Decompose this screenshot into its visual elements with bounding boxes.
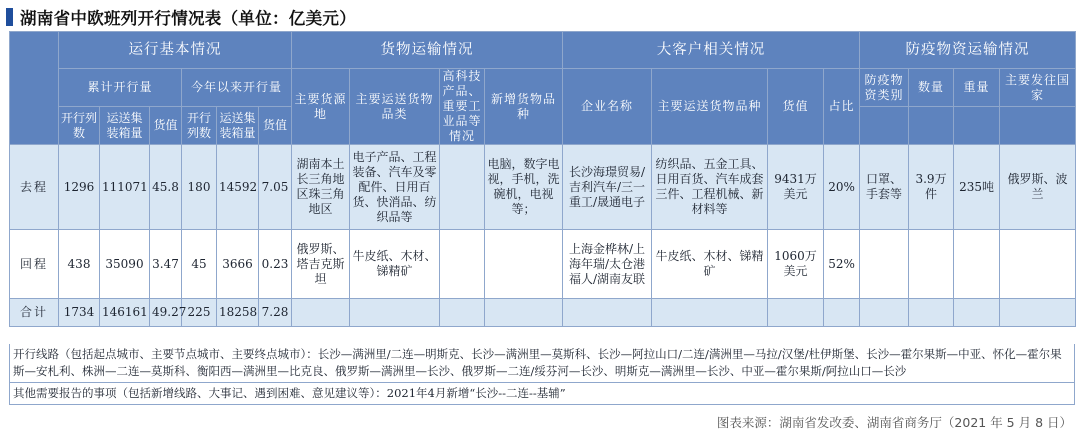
- header-corner: [10, 32, 59, 145]
- cell-quantity: [909, 230, 954, 299]
- cell-client-goods: 牛皮纸、木材、锑精矿: [652, 230, 768, 299]
- cell-quantity: 3.9万件: [909, 145, 954, 230]
- cell-trains-year: 180: [182, 145, 217, 230]
- cell-main-goods: 牛皮纸、木材、锑精矿: [350, 230, 440, 299]
- cell-company-name: 上海金桦林/上海年瑞/太仓港福人/湖南友联: [563, 230, 652, 299]
- table-row: [10, 299, 1076, 327]
- cell-new-goods: [485, 230, 563, 299]
- cell-containers-year: 14592: [217, 145, 259, 230]
- header-cumulative: 累计开行量: [59, 69, 182, 107]
- header-value-year: 货值: [259, 107, 292, 145]
- header-hightech: 高科技产品、重要工业品等情况: [440, 69, 485, 145]
- header-trains-cum: 开行列数: [59, 107, 100, 145]
- cell-trains-year: 45: [182, 230, 217, 299]
- row-label-return: 回程: [10, 230, 59, 299]
- header-cargo: 货物运输情况: [292, 32, 563, 69]
- train-operation-table: [9, 31, 1076, 327]
- cell-weight: 235吨: [954, 145, 1000, 230]
- header-main-goods: 主要运送货物品类: [350, 69, 440, 145]
- cell-containers-cum: 111071: [100, 145, 150, 230]
- cell-empty: [563, 299, 652, 327]
- cell-client-goods: 纺织品、五金工具、日用百货、汽车成套三件、工程机械、新材料等: [652, 145, 768, 230]
- cell-destination: [1000, 230, 1076, 299]
- title-accent-bar: [6, 8, 13, 26]
- header-containers-year: 运送集装箱量: [217, 107, 259, 145]
- cell-empty: [860, 299, 909, 327]
- header-weight-cont: [954, 107, 1000, 145]
- cell-empty: [824, 299, 860, 327]
- row-label-total: 合计: [10, 299, 59, 327]
- header-main-source: 主要货源地: [292, 69, 350, 145]
- header-value-cum: 货值: [150, 107, 182, 145]
- cell-trains-cum: 1734: [59, 299, 100, 327]
- cell-empty: [652, 299, 768, 327]
- header-client-value: 货值: [768, 69, 824, 145]
- header-destination: 主要发往国家: [1000, 69, 1076, 107]
- cell-value-cum: 45.8: [150, 145, 182, 230]
- header-quantity-cont: [909, 107, 954, 145]
- header-row-groups: [10, 32, 1076, 69]
- table-row: [10, 145, 1076, 230]
- cell-weight: [954, 230, 1000, 299]
- header-new-goods: 新增货物品种: [485, 69, 563, 145]
- page-title: 湖南省中欧班列开行情况表（单位：亿美元）: [20, 9, 356, 28]
- header-client-goods: 主要运送货物品种: [652, 69, 768, 145]
- header-supply-type-cont: [860, 107, 909, 145]
- routes-note: 开行线路（包括起点城市、主要节点城市、主要终点城市）：长沙—满洲里/二连—明斯克、长沙—满洲里—莫斯科、长沙—阿拉山口/二连/满洲里—马拉/汉堡/杜伊斯堡、长沙—霍尔果斯—中亚、怀化—霍尔果斯—安札利、株洲—二连—莫斯科、衡阳西—满洲里—比克良、俄罗斯—满洲里—长沙、俄罗斯—二连/绥芬河—长沙、明斯克—满洲里—长沙、中亚—霍尔果斯/阿拉山口—长沙: [10, 344, 1074, 382]
- cell-value-year: 7.28: [259, 299, 292, 327]
- cell-main-goods: 电子产品、工程装备、汽车及零配件、日用百货、快消品、纺织品等: [350, 145, 440, 230]
- header-epidemic: 防疫物资运输情况: [860, 32, 1076, 69]
- cell-client-value: 9431万美元: [768, 145, 824, 230]
- notes-section: [9, 344, 1075, 405]
- cell-client-value: 1060万美元: [768, 230, 824, 299]
- cell-share: 52%: [824, 230, 860, 299]
- header-destination-cont: [1000, 107, 1076, 145]
- cell-value-cum: 49.27: [150, 299, 182, 327]
- cell-hightech: [440, 230, 485, 299]
- cell-supply-type: 口罩、手套等: [860, 145, 909, 230]
- cell-main-source: 湖南本土长三角地区珠三角地区: [292, 145, 350, 230]
- cell-containers-cum: 35090: [100, 230, 150, 299]
- cell-empty: [768, 299, 824, 327]
- header-trains-year: 开行列数: [182, 107, 217, 145]
- header-operation: 运行基本情况: [59, 32, 292, 69]
- header-weight: 重量: [954, 69, 1000, 107]
- cell-main-source: 俄罗斯、塔吉克斯坦: [292, 230, 350, 299]
- header-client: 大客户相关情况: [563, 32, 860, 69]
- cell-empty: [440, 299, 485, 327]
- title-row: [6, 6, 356, 28]
- cell-empty: [292, 299, 350, 327]
- cell-share: 20%: [824, 145, 860, 230]
- row-label-outbound: 去程: [10, 145, 59, 230]
- cell-containers-year: 18258: [217, 299, 259, 327]
- header-row-sub: [10, 69, 1076, 107]
- header-share: 占比: [824, 69, 860, 145]
- cell-trains-year: 225: [182, 299, 217, 327]
- cell-destination: 俄罗斯、波兰: [1000, 145, 1076, 230]
- cell-trains-cum: 1296: [59, 145, 100, 230]
- cell-value-cum: 3.47: [150, 230, 182, 299]
- table-row: [10, 230, 1076, 299]
- cell-supply-type: [860, 230, 909, 299]
- cell-containers-cum: 146161: [100, 299, 150, 327]
- cell-value-year: 0.23: [259, 230, 292, 299]
- cell-empty: [350, 299, 440, 327]
- source-caption: 图表来源：湖南省发改委、湖南省商务厅（2021 年 5 月 8 日）: [716, 415, 1072, 430]
- cell-hightech: [440, 145, 485, 230]
- header-containers-cum: 运送集装箱量: [100, 107, 150, 145]
- header-company-name: 企业名称: [563, 69, 652, 145]
- cell-trains-cum: 438: [59, 230, 100, 299]
- header-this-year: 今年以来开行量: [182, 69, 292, 107]
- header-supply-type: 防疫物资类别: [860, 69, 909, 107]
- cell-empty: [1000, 299, 1076, 327]
- cell-new-goods: 电脑，数字电视，手机，洗碗机，电视等；: [485, 145, 563, 230]
- cell-company-name: 长沙海璟贸易/吉利汽车/三一重工/晟通电子: [563, 145, 652, 230]
- cell-empty: [909, 299, 954, 327]
- cell-value-year: 7.05: [259, 145, 292, 230]
- other-note: 其他需要报告的事项（包括新增线路、大事记、遇到困难、意见建议等）：2021年4月新增“长沙--二连--基辅”: [10, 382, 1074, 404]
- cell-empty: [954, 299, 1000, 327]
- cell-containers-year: 3666: [217, 230, 259, 299]
- header-quantity: 数量: [909, 69, 954, 107]
- cell-empty: [485, 299, 563, 327]
